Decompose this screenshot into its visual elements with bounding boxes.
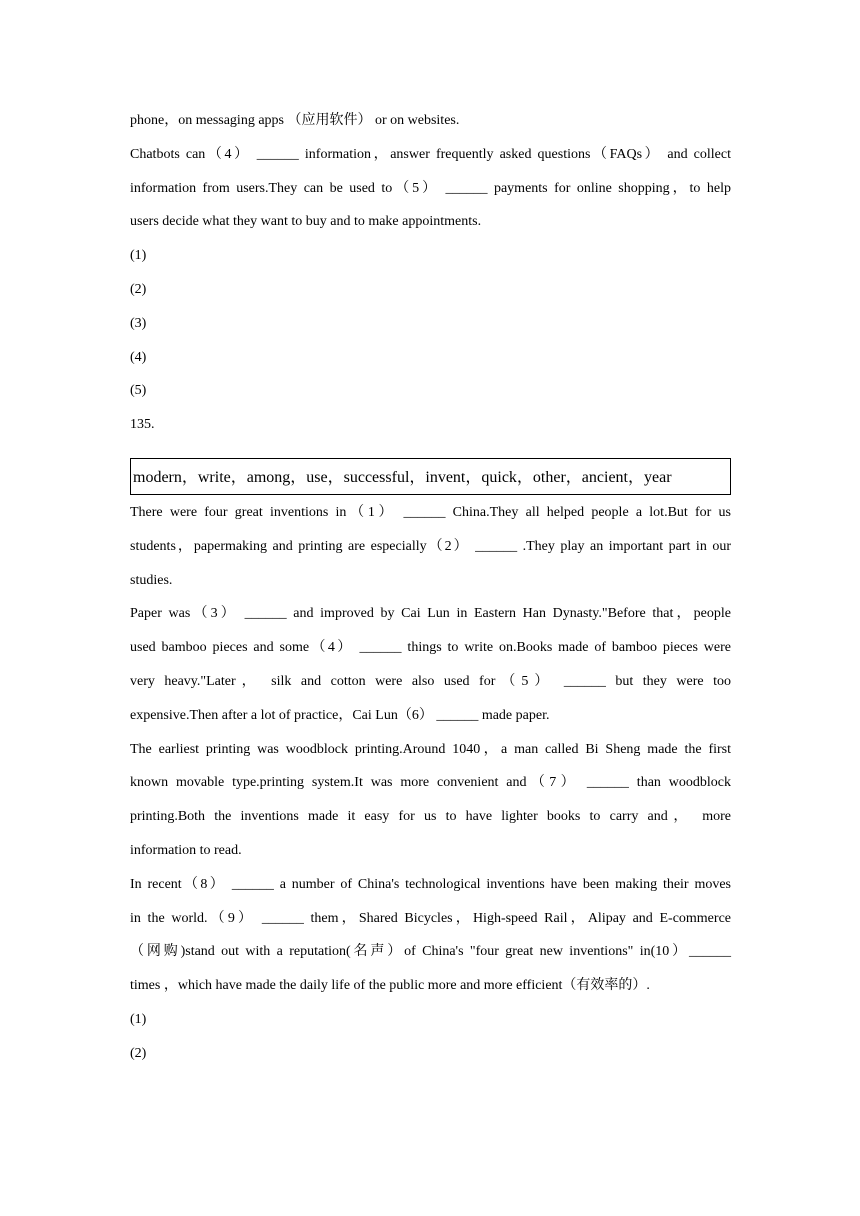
passage-line: used bamboo pieces and some（4） ______ things to write on.Books made of bamboo pieces were	[130, 640, 731, 656]
passage-line: studies.	[130, 572, 173, 588]
answer-label: (5)	[130, 383, 147, 399]
passage-line: users decide what they want to buy and to make appointments.	[130, 214, 482, 230]
passage-line: expensive.Then after a lot of practice，Cai Lun（6） ______ made paper.	[130, 707, 550, 723]
answer-label: (4)	[130, 349, 147, 365]
passage-line: in the world.（9） ______ them，Shared Bicycles，High-speed Rail，Alipay and E-commerce	[130, 910, 731, 926]
word-bank-box: modern，write，among，use，successful，invent，quick，other，ancient，year	[130, 458, 731, 495]
question-number: 135.	[130, 417, 155, 433]
answer-list-chatbots	[130, 239, 731, 408]
passage-line: printing.Both the inventions made it easy for us to have lighter books to carry and， more	[130, 809, 731, 825]
passage-line: phone，on messaging apps （应用软件） or on websites.	[130, 113, 460, 128]
passage-chatbots	[130, 104, 731, 239]
passage-line: There were four great inventions in（1） ______ China.They all helped people a lot.But for us	[130, 504, 731, 520]
answer-label: (3)	[130, 315, 147, 331]
passage-line: known movable type.printing system.It was more convenient and（7） ______ than woodblock	[130, 775, 731, 791]
passage-line: Paper was（3） ______ and improved by Cai Lun in Eastern Han Dynasty."Before that，people	[130, 606, 731, 622]
passage-line: very heavy."Later， silk and cotton were also used for（5） ______ but they were too	[130, 673, 731, 689]
answer-label: (1)	[130, 1011, 147, 1027]
passage-line: students，papermaking and printing are especially（2） ______ .They play an important part in our	[130, 538, 731, 554]
answer-list-inventions	[130, 1003, 731, 1071]
passage-line: In recent（8） ______ a number of China's technological inventions have been making their moves	[130, 876, 731, 892]
answer-label: (2)	[130, 1045, 147, 1061]
passage-inventions	[130, 496, 731, 1003]
document-page	[130, 104, 731, 1071]
answer-label: (2)	[130, 281, 147, 297]
passage-line: information to read.	[130, 842, 242, 858]
passage-line: times ，which have made the daily life of the public more and more efficient（有效率的）.	[130, 978, 650, 994]
passage-line: （网购)stand out with a reputation(名声）of China's "four great new inventions" in(10）______	[130, 944, 731, 960]
passage-line: Chatbots can（4） ______ information，answer frequently asked questions（FAQs） and collect	[130, 146, 731, 162]
answer-label: (1)	[130, 248, 147, 264]
passage-line: information from users.They can be used to（5） ______ payments for online shopping，to help	[130, 180, 731, 196]
passage-line: The earliest printing was woodblock printing.Around 1040，a man called Bi Sheng made the first	[130, 741, 731, 757]
